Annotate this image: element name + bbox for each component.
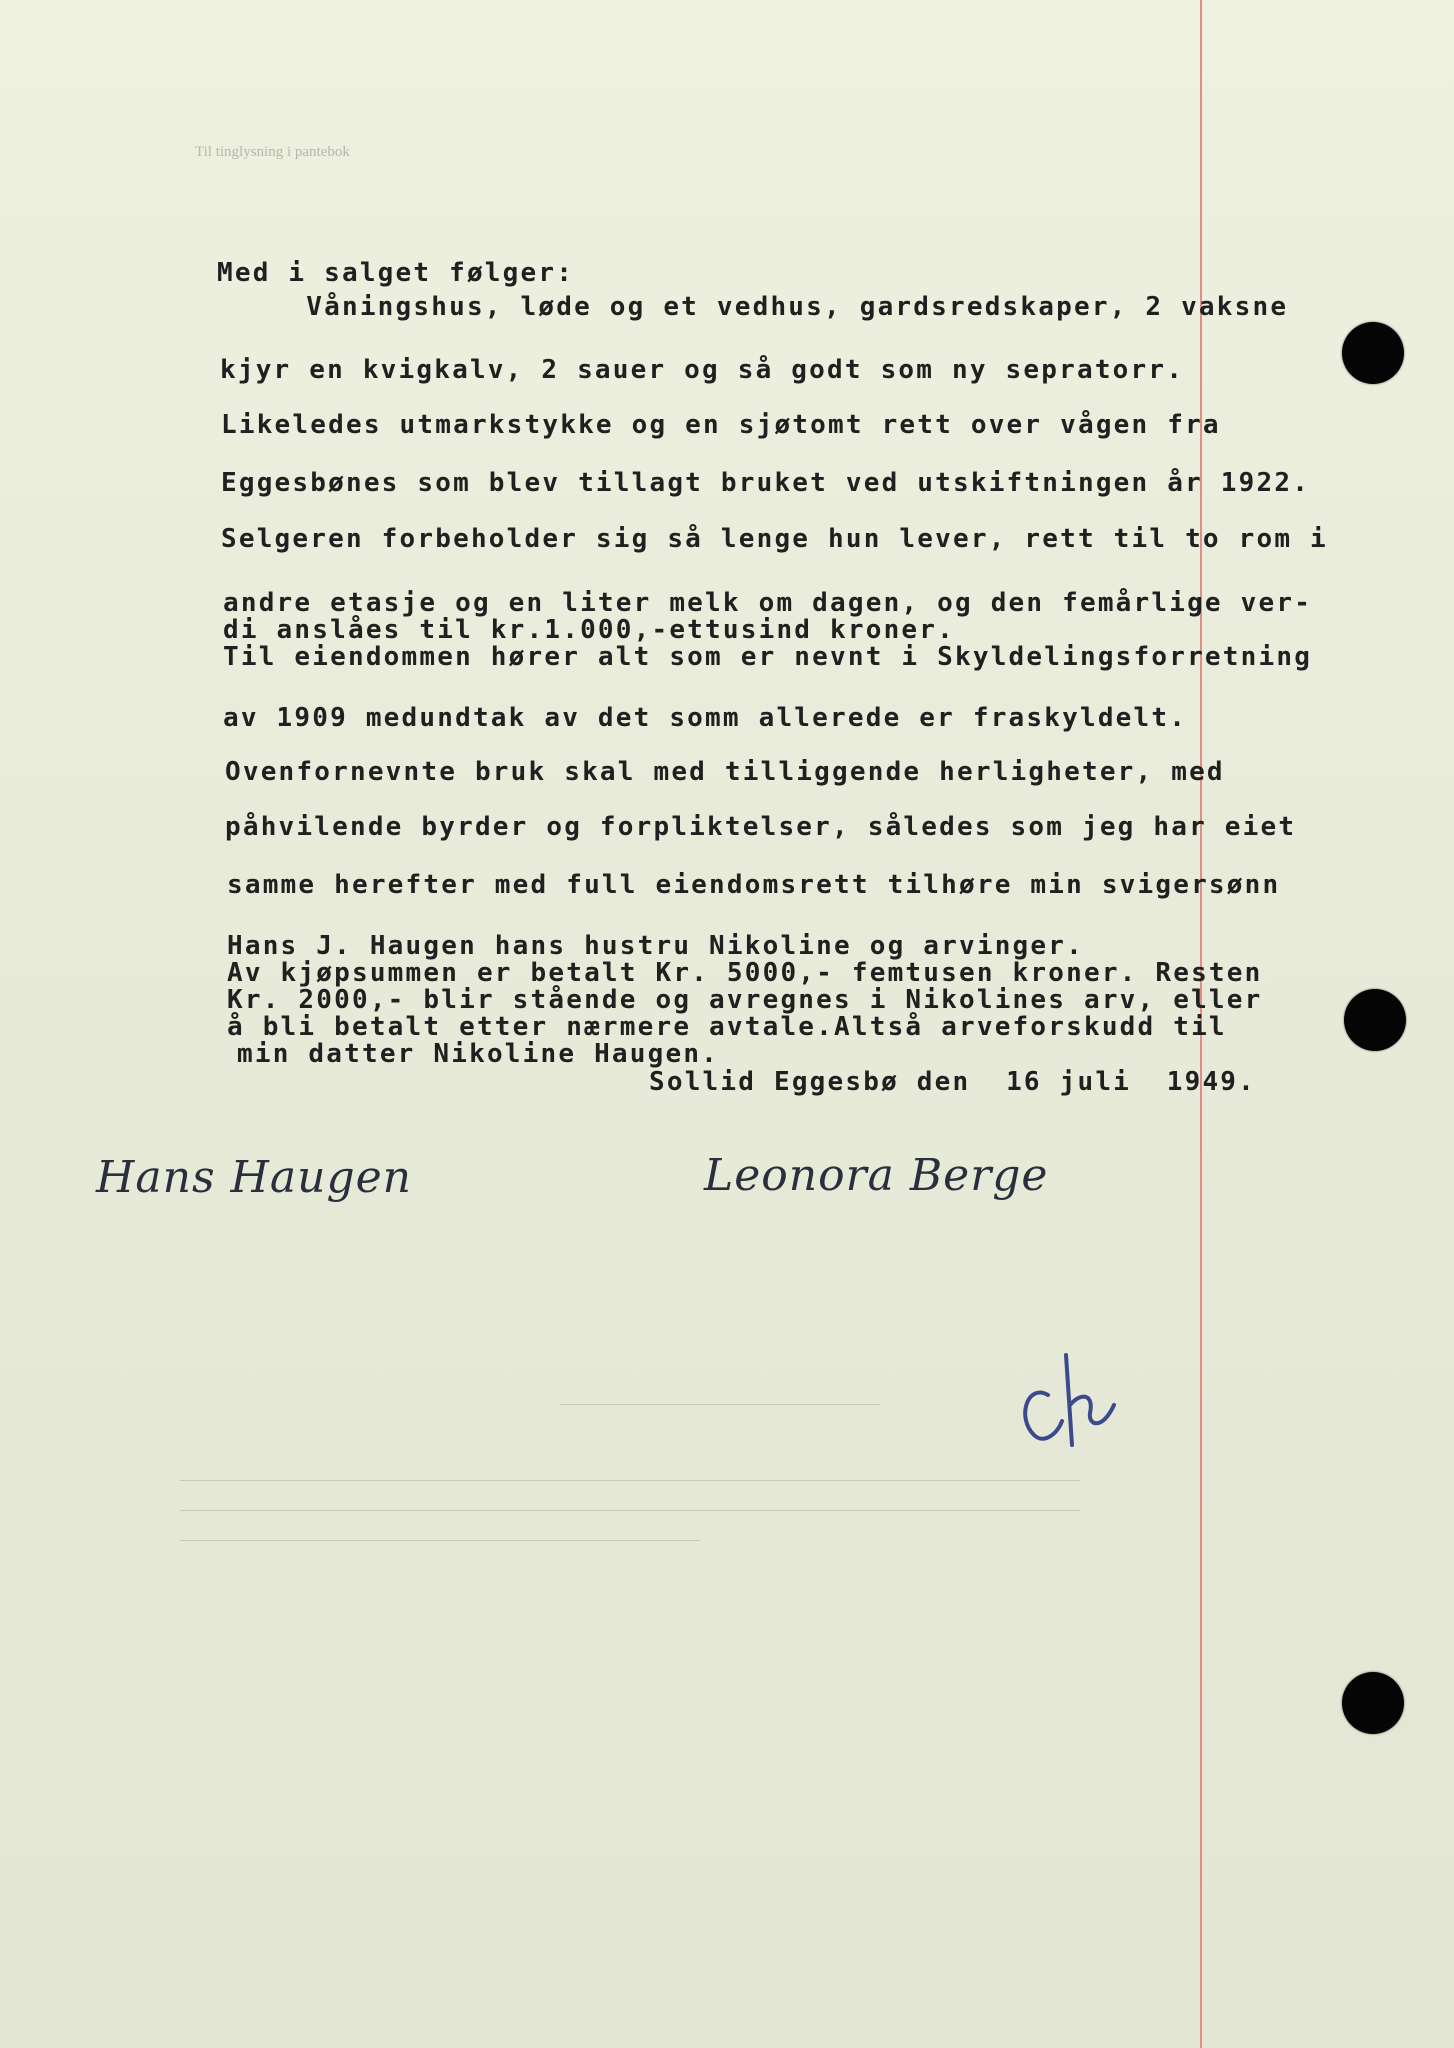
signature-leonora-berge: Leonora Berge [704,1150,1049,1201]
text-line: Eggesbønes som blev tillagt bruket ved utskiftningen år 1922. [221,468,1311,498]
text-line: andre etasje og en liter melk om dagen, og den femårlige ver- [223,588,1313,618]
text-line: kjyr en kvigkalv, 2 sauer og så godt som ny sepratorr. [220,355,1185,385]
text-line: Kr. 2000,- blir stående og avregnes i Nikolines arv, eller [227,985,1263,1015]
punch-hole-top [1342,322,1404,384]
text-line: å bli betalt etter nærmere avtale.Altså arveforskudd til [227,1012,1227,1042]
text-line: Med i salget følger: [217,258,575,288]
text-line: påhvilende byrder og forpliktelser, således som jeg har eiet [225,812,1297,842]
bleed-through-rule [180,1480,1080,1481]
bleed-through-rule [560,1404,880,1405]
text-line: min datter Nikoline Haugen. [237,1039,720,1069]
text-line: Ovenfornevnte bruk skal med tilliggende herligheter, med [225,757,1225,787]
bleed-through-rule [180,1510,1080,1511]
text-line: Av kjøpsummen er betalt Kr. 5000,- femtusen kroner. Resten [227,958,1263,988]
text-line: samme herefter med full eiendomsrett tilhøre min svigersønn [227,870,1281,900]
text-line: av 1909 medundtak av det somm allerede er fraskyldelt. [223,703,1188,733]
punch-hole-middle [1344,989,1406,1051]
signature-hans-haugen: Hans Haugen [96,1152,412,1203]
punch-hole-bottom [1342,1672,1404,1734]
text-line: Selgeren forbeholder sig så lenge hun lever, rett til to rom i [221,524,1328,554]
text-line: Våningshus, løde og et vedhus, gardsredskaper, 2 vaksne [217,292,1289,322]
text-line: Til eiendommen hører alt som er nevnt i Skyldelingsforretning [223,642,1313,672]
text-line: Sollid Eggesbø den 16 juli 1949. [649,1067,1257,1097]
text-line: Likeledes utmarkstykke og en sjøtomt rett over vågen fra [221,410,1221,440]
text-line: di anslåes til kr.1.000,-ettusind kroner. [223,615,955,645]
bleed-through-rule [180,1540,700,1541]
text-line: Hans J. Haugen hans hustru Nikoline og arvinger. [227,931,1084,961]
handwritten-initials-mark [1010,1335,1130,1465]
faint-header-text: Til tinglysning i pantebok [195,144,350,160]
